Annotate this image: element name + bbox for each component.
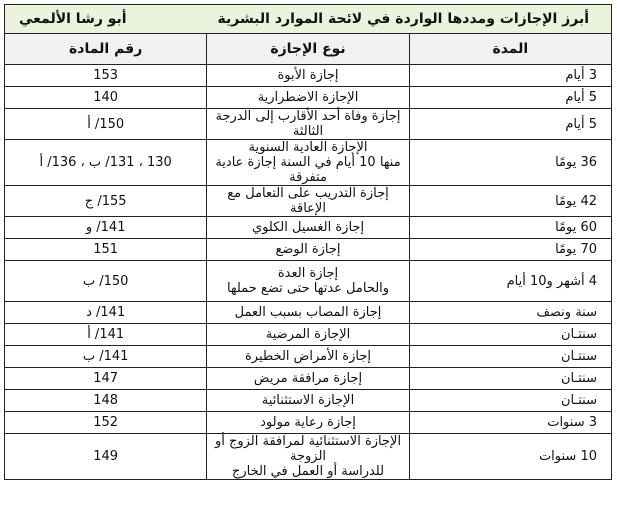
article-cell	[5, 412, 207, 434]
leave-type-line: إجازة العدة	[277, 266, 339, 281]
article-number: 130 ، 131/ ب ، 136/ أ	[39, 155, 172, 170]
article-number: 149	[93, 449, 119, 464]
article-cell	[5, 324, 207, 346]
leave-type-line: إجازة الأبوة	[277, 68, 339, 83]
leave-type-cell	[207, 368, 409, 390]
article-number: 151	[93, 242, 119, 257]
leave-type-cell	[207, 302, 409, 324]
duration-cell: سنتـان	[409, 390, 611, 412]
article-cell	[5, 346, 207, 368]
leave-type-line: إجازة التدريب على التعامل مع الإعاقة	[227, 186, 389, 216]
leave-type-line: إجازة رعاية مولود	[260, 415, 356, 430]
leave-type-line: إجازة الغسيل الكلوي	[251, 220, 365, 235]
article-cell	[5, 390, 207, 412]
duration-cell: 36 يومًا	[409, 140, 611, 186]
leave-type-line: إجازة الوضع	[275, 242, 341, 257]
duration-cell: سنة ونصف	[409, 302, 611, 324]
header-duration: المدة	[409, 34, 611, 65]
duration-cell: 60 يومًا	[409, 217, 611, 239]
duration-cell: 42 يومًا	[409, 186, 611, 217]
article-number: 148	[93, 393, 119, 408]
author-name: أبو رشا الألمعي	[19, 11, 127, 27]
leave-type-line: الإجازة الاستثنائية لمرافقة الزوج أو الزوجة	[214, 434, 402, 464]
article-cell	[5, 368, 207, 390]
title-cell	[5, 5, 612, 34]
table-row	[5, 368, 612, 390]
article-number: 141/ أ	[87, 327, 125, 342]
duration-cell: 70 يومًا	[409, 239, 611, 261]
table-row	[5, 140, 612, 186]
duration-cell: 5 أيام	[409, 87, 611, 109]
leave-type-cell	[207, 261, 409, 302]
leave-type-line: الإجازة الاضطرارية	[257, 90, 359, 105]
leave-type-line: إجازة مرافقة مريض	[253, 371, 363, 386]
table-row	[5, 186, 612, 217]
article-cell	[5, 217, 207, 239]
leave-type-cell	[207, 217, 409, 239]
article-number: 141/ ب	[82, 349, 129, 364]
table-row	[5, 239, 612, 261]
leave-type-line: للدراسة أو العمل في الخارج	[231, 464, 385, 479]
duration-cell: 10 سنوات	[409, 434, 611, 480]
article-cell	[5, 140, 207, 186]
duration-cell: سنتـان	[409, 368, 611, 390]
leave-type-cell	[207, 390, 409, 412]
article-cell	[5, 239, 207, 261]
leave-type-line: الإجازة الاستثنائية	[261, 393, 355, 408]
table-row	[5, 324, 612, 346]
duration-cell: 4 أشهر و10 أيام	[409, 261, 611, 302]
leave-type-line: الإجازة العادية السنوية	[248, 140, 368, 155]
table-row	[5, 87, 612, 109]
leave-type-cell	[207, 346, 409, 368]
leave-type-cell	[207, 324, 409, 346]
article-cell	[5, 261, 207, 302]
article-cell	[5, 109, 207, 140]
header-row	[5, 34, 612, 65]
table-row	[5, 346, 612, 368]
duration-cell: 3 سنوات	[409, 412, 611, 434]
duration-cell: 5 أيام	[409, 109, 611, 140]
header-type: نوع الإجازة	[207, 34, 409, 65]
article-cell	[5, 65, 207, 87]
leave-type-cell	[207, 434, 409, 480]
leave-type-cell	[207, 140, 409, 186]
article-number: 141/ د	[86, 305, 126, 320]
table-row	[5, 412, 612, 434]
leave-type-line: إجازة المصاب بسبب العمل	[234, 305, 382, 320]
title-row	[5, 5, 612, 34]
duration-cell: سنتـان	[409, 346, 611, 368]
article-cell	[5, 87, 207, 109]
table-row	[5, 65, 612, 87]
article-number: 140	[93, 90, 119, 105]
table-row	[5, 217, 612, 239]
leave-type-cell	[207, 412, 409, 434]
leave-table	[4, 4, 612, 480]
article-number: 152	[93, 415, 119, 430]
table-row	[5, 302, 612, 324]
leave-type-cell	[207, 87, 409, 109]
leave-document	[4, 4, 612, 480]
leave-type-cell	[207, 65, 409, 87]
article-cell	[5, 434, 207, 480]
article-number: 147	[93, 371, 119, 386]
table-row	[5, 261, 612, 302]
article-cell	[5, 186, 207, 217]
leave-type-cell	[207, 109, 409, 140]
article-cell	[5, 302, 207, 324]
article-number: 141/ و	[85, 220, 126, 235]
leave-type-line: والحامل عدتها حتى تضع حملها	[226, 281, 390, 296]
leave-type-cell	[207, 239, 409, 261]
leave-type-cell	[207, 186, 409, 217]
leave-type-line: منها 10 أيام في السنة إجازة عادية متفرقة	[215, 155, 401, 185]
article-number: 153	[93, 68, 119, 83]
table-row	[5, 109, 612, 140]
table-row	[5, 390, 612, 412]
article-number: 150/ أ	[87, 116, 125, 132]
header-article: رقم المادة	[5, 34, 207, 65]
leave-type-line: إجازة وفاة أحد الأقارب إلى الدرجة الثالثة	[215, 109, 401, 139]
table-row	[5, 434, 612, 480]
duration-cell: 3 أيام	[409, 65, 611, 87]
article-number: 150/ ب	[82, 273, 129, 289]
article-number: 155/ ج	[84, 193, 127, 209]
leave-type-line: إجازة الأمراض الخطيرة	[245, 349, 371, 364]
leave-type-line: الإجازة المرضية	[265, 327, 351, 342]
duration-cell: سنتـان	[409, 324, 611, 346]
table-title: أبرز الإجازات ومددها الواردة في لائحة الموارد البشرية	[217, 11, 589, 27]
